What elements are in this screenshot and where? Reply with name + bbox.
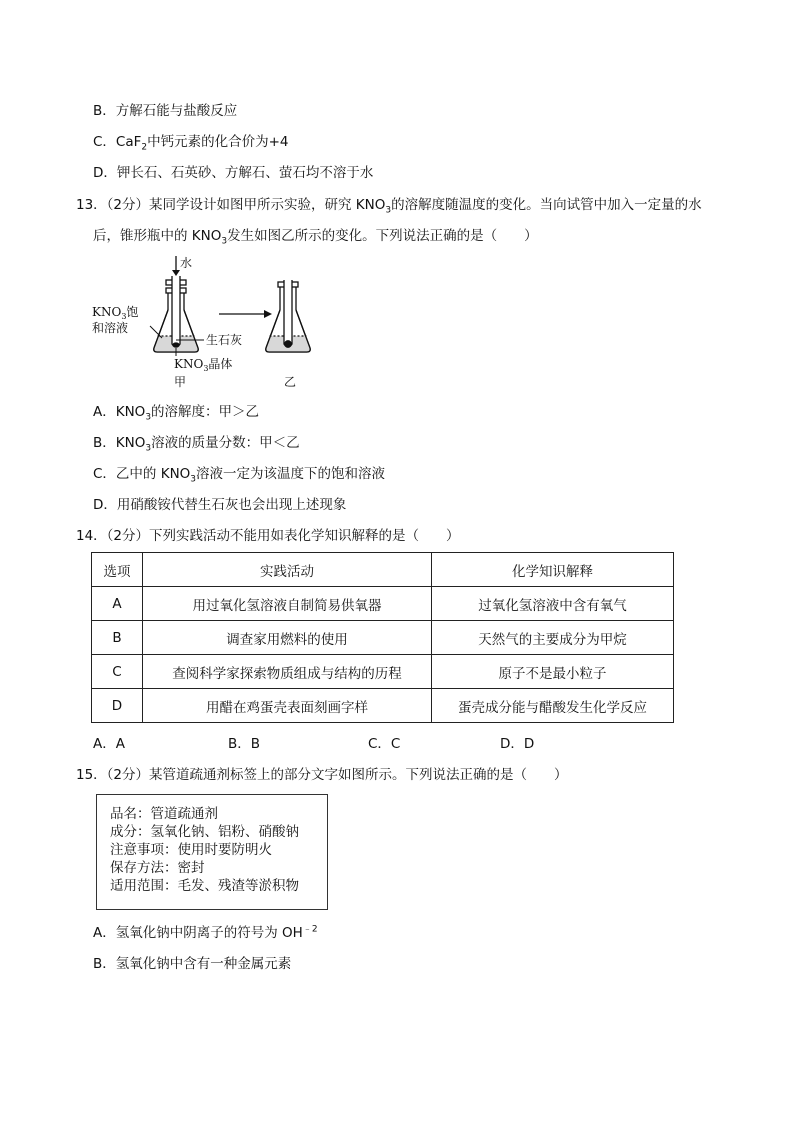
table-row — [92, 655, 674, 689]
q13-stem-line1: 13．（2分）某同学设计如图甲所示实验，研究 $KNO_3$的溶解度随温度的变化。当向试管中加入一定量的水 — [76, 197, 702, 216]
q14-answer-d: D．D — [500, 736, 535, 752]
label-water: 水 — [180, 256, 193, 270]
table-row — [92, 689, 674, 723]
label-line: 保存方法：密封 — [110, 860, 205, 876]
q13-option-d: D．用硝酸铵代替生石灰也会出现上述现象 — [93, 497, 347, 513]
table-header-cell: 实践活动 — [143, 553, 432, 587]
label-kno3-crystal: $KNO_3$晶体 — [174, 357, 233, 373]
table-cell: 用过氧化氢溶液自制简易供氧器 — [143, 587, 432, 621]
label-line: 品名：管道疏通剂 — [110, 806, 218, 822]
q12-option-b: B．方解石能与盐酸反应 — [93, 103, 238, 119]
q13-option-c: C．乙中的 $KNO_3$溶液一定为该温度下的饱和溶液 — [93, 466, 386, 485]
q13-option-a: A．$KNO_3$的溶解度：甲＞乙 — [93, 404, 260, 423]
q13-stem-line2: 后，锥形瓶中的 $KNO_3$发生如图乙所示的变化。下列说法正确的是（ ） — [93, 228, 538, 247]
table-cell: D — [92, 689, 143, 723]
table-cell: 查阅科学家探索物质组成与结构的历程 — [143, 655, 432, 689]
table-cell: 过氧化氢溶液中含有氧气 — [432, 587, 674, 621]
table-cell: 用醋在鸡蛋壳表面刻画字样 — [143, 689, 432, 723]
table-cell: 原子不是最小粒子 — [432, 655, 674, 689]
table-header-cell: 选项 — [92, 553, 143, 587]
q15-option-a: A．氢氧化钠中阴离子的符号为 $OH^{﹣2}$ — [93, 924, 318, 941]
table-cell: 蛋壳成分能与醋酸发生化学反应 — [432, 689, 674, 723]
q14-answer-b: B．B — [228, 736, 261, 752]
label-solution: 和溶液 — [92, 321, 129, 335]
table-cell: 调查家用燃料的使用 — [143, 621, 432, 655]
label-line: 成分：氢氧化钠、铝粉、硝酸钠 — [110, 824, 299, 840]
label-quicklime: 生石灰 — [206, 333, 243, 347]
flask-yi — [266, 280, 310, 352]
table-header-cell: 化学知识解释 — [432, 553, 674, 587]
label-yi: 乙 — [284, 375, 297, 389]
flask-jia — [154, 256, 198, 352]
q13-option-b: B．$KNO_3$溶液的质量分数：甲＜乙 — [93, 435, 300, 454]
q15-option-b: B．氢氧化钠中含有一种金属元素 — [93, 956, 292, 972]
table-cell: 天然气的主要成分为甲烷 — [432, 621, 674, 655]
label-jia: 甲 — [174, 375, 187, 389]
q12-option-c: C．CaF$_2$中钙元素的化合价为+4 — [93, 134, 289, 153]
table-cell: A — [92, 587, 143, 621]
label-kno3-saturated: $KNO_3$饱 — [92, 305, 139, 321]
q14-table — [91, 552, 674, 723]
label-line: 注意事项：使用时要防明火 — [110, 842, 272, 858]
q13-experiment-figure — [92, 252, 312, 394]
product-label-box — [96, 794, 328, 910]
table-cell: B — [92, 621, 143, 655]
label-line: 适用范围：毛发、残渣等淤积物 — [110, 878, 299, 894]
q12-option-d: D．钾长石、石英砂、方解石、萤石均不溶于水 — [93, 165, 374, 181]
q14-answer-a: A．A — [93, 736, 125, 752]
q14-stem: 14．（2分）下列实践活动不能用如表化学知识解释的是（ ） — [76, 528, 460, 544]
table-row — [92, 621, 674, 655]
table-row — [92, 587, 674, 621]
q15-stem: 15．（2分）某管道疏通剂标签上的部分文字如图所示。下列说法正确的是（ ） — [76, 767, 568, 783]
q14-answer-c: C．C — [368, 736, 401, 752]
table-header-row — [92, 553, 674, 587]
table-cell: C — [92, 655, 143, 689]
